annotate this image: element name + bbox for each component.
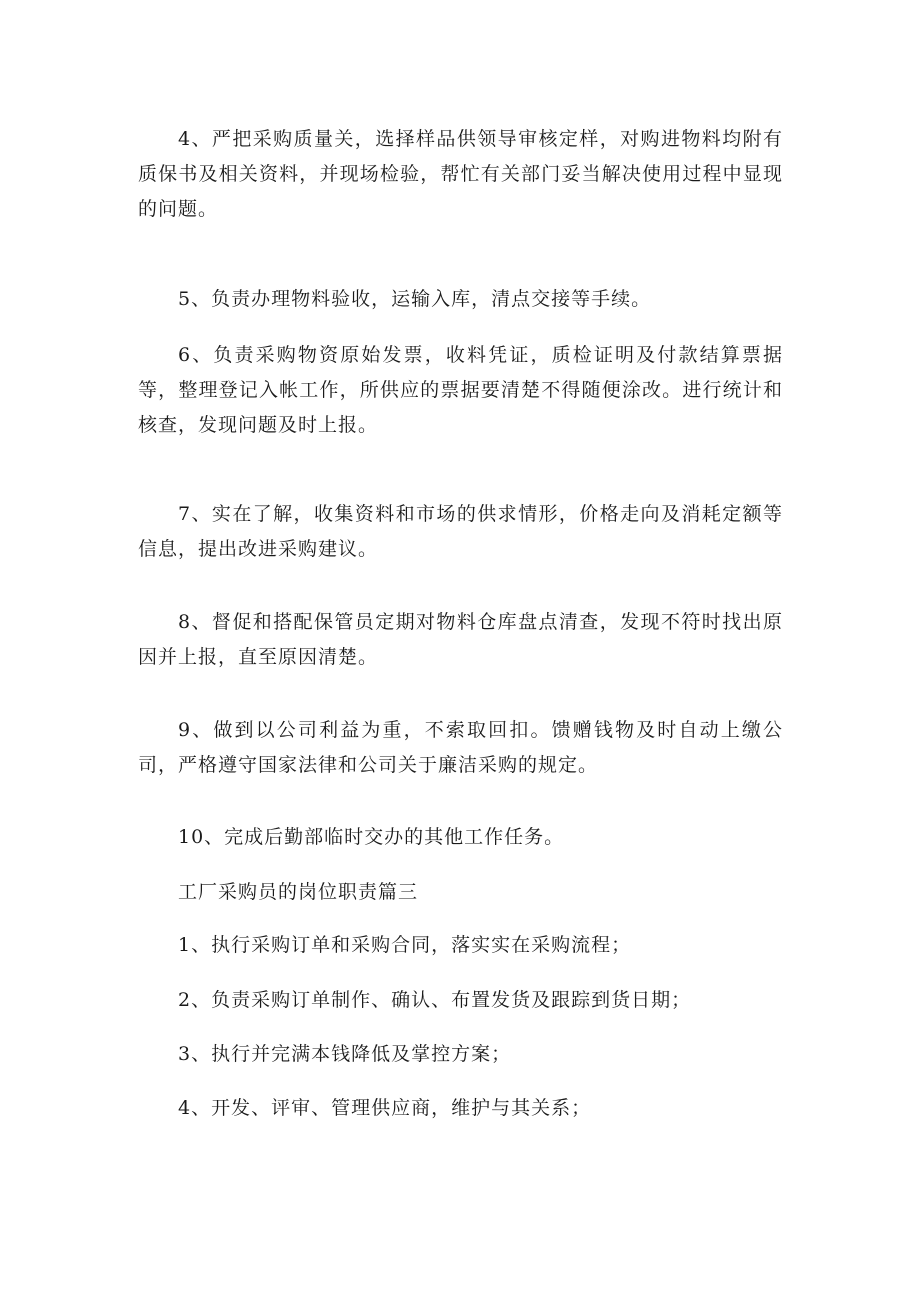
paragraph-10: 10、完成后勤部临时交办的其他工作任务。 bbox=[178, 826, 565, 848]
list-item-3: 3、执行并完满本钱降低及掌控方案； bbox=[178, 1043, 512, 1065]
paragraph-8: 8、督促和搭配保管员定期对物料仓库盘点清查，发现不符时找出原因并上报，直至原因清楚。 bbox=[138, 611, 783, 668]
list-item-2: 2、负责采购订单制作、确认、布置发货及跟踪到货日期； bbox=[178, 989, 692, 1011]
paragraph-6: 6、负责采购物资原始发票，收料凭证，质检证明及付款结算票据等，整理登记入帐工作，所供应的票据要清楚不得随便涂改。进行统计和核查，发现问题及时上报。 bbox=[138, 344, 783, 436]
paragraph-4: 4、严把采购质量关，选择样品供领导审核定样，对购进物料均附有质保书及相关资料，并现场检验，帮忙有关部门妥当解决使用过程中显现的问题。 bbox=[138, 128, 783, 220]
paragraph-5: 5、负责办理物料验收，运输入库，清点交接等手续。 bbox=[178, 288, 652, 310]
section-heading: 工厂采购员的岗位职责篇三 bbox=[178, 881, 419, 903]
paragraph-9: 9、做到以公司利益为重，不索取回扣。馈赠钱物及时自动上缴公司，严格遵守国家法律和公司关于廉洁采购的规定。 bbox=[138, 719, 783, 776]
list-item-4: 4、开发、评审、管理供应商，维护与其关系； bbox=[178, 1097, 592, 1119]
paragraph-7: 7、实在了解，收集资料和市场的供求情形，价格走向及消耗定额等信息，提出改进采购建议。 bbox=[138, 503, 783, 560]
list-item-1: 1、执行采购订单和采购合同，落实实在采购流程； bbox=[178, 934, 632, 956]
